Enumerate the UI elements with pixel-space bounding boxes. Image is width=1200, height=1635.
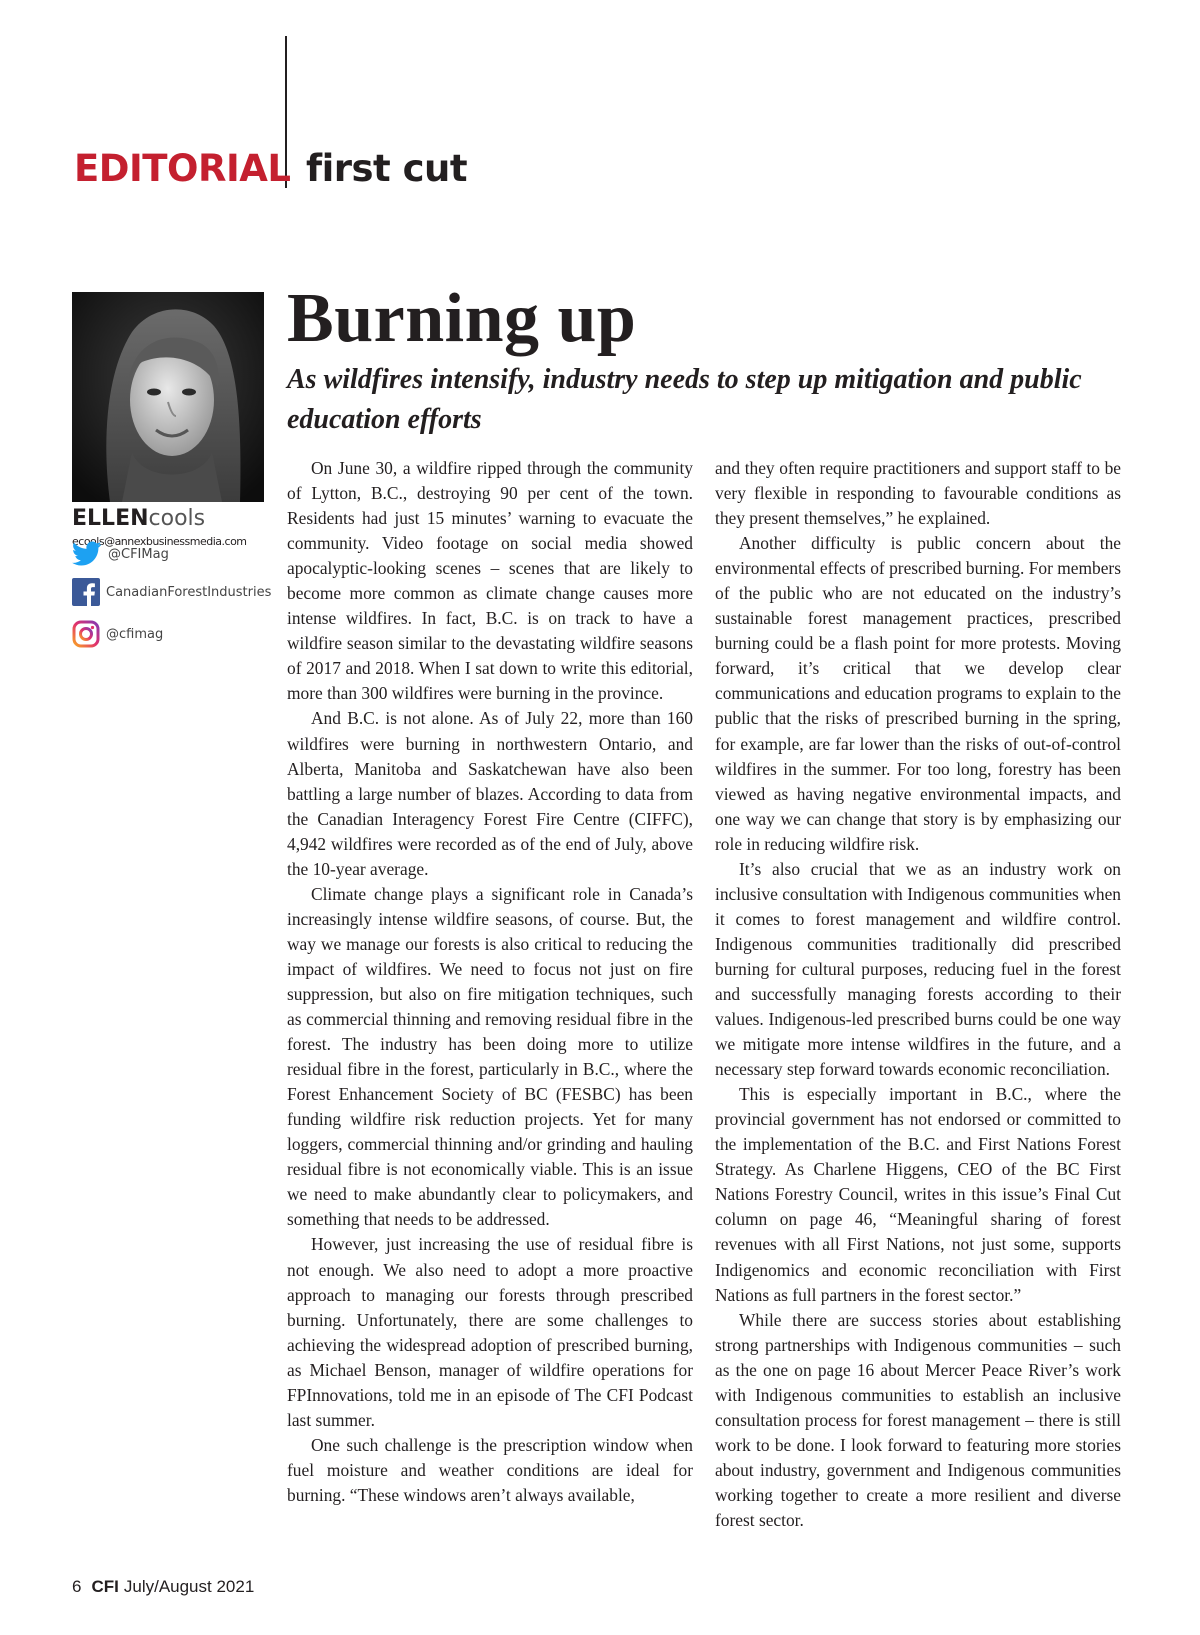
instagram-icon bbox=[72, 620, 100, 648]
page-number: 6 bbox=[72, 1577, 82, 1596]
social-facebook[interactable] bbox=[72, 578, 271, 606]
body-paragraph: It’s also crucial that we as an industry work on inclusive consultation with Indigenous communities when it comes to forest management and wildfire control. Indigenous communities traditionally did prescribed burning for cultural purposes, reducing fuel in the forest and successfully managing forests according to their values. Indigenous-led prescribed burns could be one way we mitigate more intense wildfires in the future, and a necessary step forward towards economic reconciliation. bbox=[715, 858, 1121, 1080]
body-paragraph: On June 30, a wildfire ripped through the community of Lytton, B.C., destroying 90 per cent of the town. Residents had just 15 minutes’ warning to evacuate the community. Video footage on social media showed apocalyptic-looking scenes – scenes that are likely to become more common as climate change causes more intense wildfires. In fact, B.C. is on track to have a wildfire season similar to the devastating wildfire seasons of 2017 and 2018. When I sat down to write this editorial, more than 300 wildfires were burning in the province. bbox=[287, 458, 693, 704]
magazine-name: CFI bbox=[91, 1577, 119, 1596]
column-label: first cut bbox=[306, 147, 468, 190]
body-paragraph: Climate change plays a significant role in Canada’s increasingly intense wildfire seasons, of course. But, the way we manage our forests is also critical to reducing the impact of wildfires. We need to focus not just on fire suppression, but also on fire mitigation techniques, such as commercial thinning and removing residual fibre in the forest. The industry has been doing more to utilize residual fibre in the forest, particularly in B.C., where the Forest Enhancement Society of BC (FESBC) has been funding wildfire risk reduction projects. Yet for many loggers, commercial thinning and/or grinding and hauling residual fibre is not economically viable. This is an issue we need to make abundantly clear to policymakers, and something that needs to be addressed. bbox=[287, 883, 693, 1230]
twitter-icon bbox=[72, 541, 102, 567]
body-paragraph: One such challenge is the prescription window when fuel moisture and weather conditions are ideal for burning. “These windows aren’t always available, bbox=[287, 1434, 693, 1505]
article-subtitle: As wildfires intensify, industry needs to step up mitigation and public education efforts bbox=[287, 364, 1082, 435]
author-name bbox=[72, 508, 205, 530]
body-paragraph: And B.C. is not alone. As of July 22, more than 160 wildfires were burning in northwestern Ontario, and Alberta, Manitoba and Saskatchewan have also been battling a large number of blazes. According to data from the Canadian Interagency Forest Fire Centre (CIFFC), 4,942 wildfires were recorded as of the end of July, above the 10-year average. bbox=[287, 708, 693, 879]
twitter-handle: @CFIMag bbox=[108, 546, 169, 562]
body-paragraph: This is especially important in B.C., where the provincial government has not endorsed or committed to the implementation of the B.C. and First Nations Forest Strategy. As Charlene Higgens, CEO of the BC First Nations Forestry Council, writes in this issue’s Final Cut column on page 46, “Meaningful sharing of forest revenues with all First Nations, not just some, supports Indigenomics and economic reconciliation with First Nations as full partners in the forest sector.” bbox=[715, 1084, 1121, 1305]
body-column-left bbox=[287, 456, 693, 1508]
social-twitter[interactable] bbox=[72, 541, 169, 567]
article-title: Burning up bbox=[287, 280, 637, 357]
author-email[interactable]: ecools@annexbusinessmedia.com bbox=[72, 535, 247, 548]
author-last-name: cools bbox=[148, 506, 206, 531]
facebook-icon bbox=[72, 578, 100, 606]
social-instagram[interactable] bbox=[72, 620, 163, 648]
body-paragraph: Another difficulty is public concern about the environmental effects of prescribed burning. For members of the public who are not educated on the industry’s sustainable forest management practices, prescribed burning could be a flash point for more protests. Moving forward, it’s critical that we develop clear communications and education programs to explain to the public that the risks of prescribed burning in the spring, for example, are far lower than the risks of out-of-control wildfires in the summer. For too long, forestry has been viewed as having negative environmental impacts, and one way we can change that story is by emphasizing our role in reducing wildfire risk. bbox=[715, 533, 1121, 854]
body-paragraph: While there are success stories about establishing strong partnerships with Indigenous communities – such as the one on page 16 about Mercer Peace River’s work with Indigenous communities to establish an inclusive consultation process for forest management – there is still work to be done. I look forward to featuring more stories about industry, government and Indigenous communities working together to create a more resilient and diverse forest sector. bbox=[715, 1309, 1121, 1530]
author-first-name: ELLEN bbox=[72, 506, 149, 531]
page-footer bbox=[72, 1577, 254, 1597]
body-paragraph: and they often require practitioners and support staff to be very flexible in responding to favourable conditions as they present themselves,” he explained. bbox=[715, 458, 1121, 529]
section-label: EDITORIAL bbox=[74, 147, 291, 190]
author-photo bbox=[72, 292, 264, 502]
body-column-right bbox=[715, 456, 1121, 1533]
facebook-handle: CanadianForestIndustries bbox=[106, 584, 272, 600]
body-paragraph: However, just increasing the use of residual fibre is not enough. We also need to adopt a more proactive approach to managing our forests through prescribed burning. Unfortunately, there are some challenges to achieving the widespread adoption of prescribed burning, as Michael Benson, manager of wildfire operations for FPInnovations, told me in an episode of The CFI Podcast last summer. bbox=[287, 1234, 693, 1430]
instagram-handle: @cfimag bbox=[106, 626, 164, 642]
issue-date: July/August 2021 bbox=[123, 1577, 255, 1596]
